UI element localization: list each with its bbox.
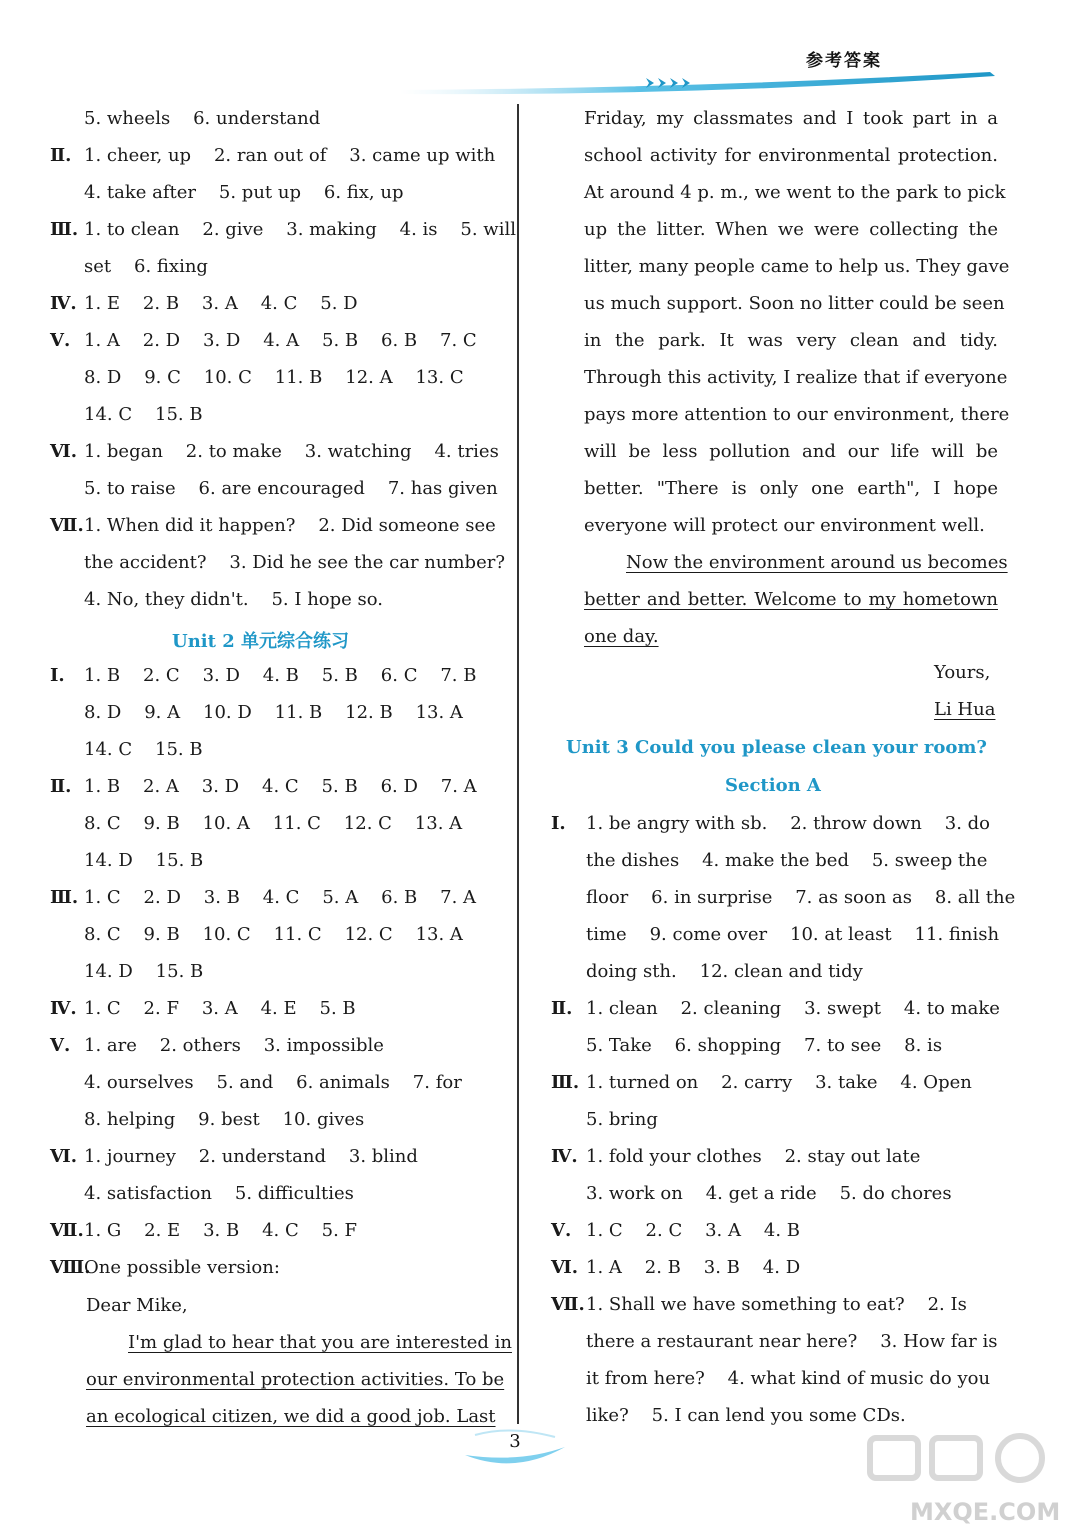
letter-line: litter, many people came to help us. They gave (584, 256, 1010, 277)
answer-line: 8. D 9. C 10. C 11. B 12. A 13. C (84, 367, 464, 388)
answer-line: set 6. fixing (84, 256, 208, 277)
page-number-badge (460, 1425, 570, 1467)
answer-line: 1. C 2. F 3. A 4. E 5. B (84, 998, 356, 1019)
letter-signature: Li Hua (934, 699, 996, 720)
section-number: Ⅳ. (50, 998, 77, 1019)
answer-line: 4. No, they didn't. 5. I hope so. (84, 589, 384, 610)
letter-line: will be less pollution and our life will be (584, 441, 998, 462)
header-title: 参考答案 (806, 51, 882, 71)
letter-line: our environmental protection activities. To be (86, 1369, 505, 1390)
answer-line: like? 5. I can lend you some CDs. (586, 1405, 906, 1426)
answer-line: 4. satisfaction 5. difficulties (84, 1183, 354, 1204)
answer-line: 1. B 2. C 3. D 4. B 5. B 6. C 7. B (84, 665, 477, 686)
answer-line: time 9. come over 10. at least 11. finish (586, 924, 1000, 945)
letter-greeting: Dear Mike, (86, 1295, 188, 1316)
section-a-heading: Section A (725, 775, 821, 796)
section-number: Ⅵ. (50, 1146, 77, 1167)
section-number: Ⅰ. (50, 665, 65, 686)
section-number: Ⅲ. (50, 887, 79, 908)
unit2-heading: Unit 2 单元综合练习 (172, 631, 349, 652)
answer-line: 4. take after 5. put up 6. fix, up (84, 182, 404, 203)
answer-line: 1. be angry with sb. 2. throw down 3. do (586, 813, 991, 834)
section-number: Ⅶ. (50, 515, 84, 536)
section-number: Ⅱ. (551, 998, 573, 1019)
letter-line: I'm glad to hear that you are interested in (128, 1332, 512, 1353)
section-number: Ⅳ. (50, 293, 77, 314)
answer-line: 5. bring (586, 1109, 658, 1130)
answer-line: 4. ourselves 5. and 6. animals 7. for (84, 1072, 462, 1093)
answer-line: 5. to raise 6. are encouraged 7. has given (84, 478, 498, 499)
letter-line: better and better. Welcome to my hometown (584, 589, 998, 610)
letter-line: an ecological citizen, we did a good job. Last (86, 1406, 496, 1427)
section-number: Ⅶ. (50, 1220, 84, 1241)
answer-line: 1. E 2. B 3. A 4. C 5. D (84, 293, 358, 314)
section-number: Ⅲ. (50, 219, 79, 240)
section-number: Ⅷ. (50, 1257, 91, 1278)
letter-line: everyone will protect our environment well. (584, 515, 985, 536)
answer-line: 8. C 9. B 10. C 11. C 12. C 13. A (84, 924, 463, 945)
watermark-logo-icon (850, 1430, 1065, 1530)
answer-line: 1. to clean 2. give 3. making 4. is 5. will (84, 219, 516, 240)
section-number: Ⅵ. (551, 1257, 578, 1278)
answer-line: there a restaurant near here? 3. How far is (586, 1331, 998, 1352)
answer-line: 1. G 2. E 3. B 4. C 5. F (84, 1220, 358, 1241)
answer-line: the dishes 4. make the bed 5. sweep the (586, 850, 988, 871)
letter-line: pays more attention to our environment, there (584, 404, 1010, 425)
letter-line: in the park. It was very clean and tidy. (584, 330, 998, 351)
page-number: 3 (509, 1431, 521, 1452)
letter-line: one day. (584, 626, 659, 647)
unit3-heading: Unit 3 Could you please clean your room? (566, 737, 987, 758)
answer-line: 1. cheer, up 2. ran out of 3. came up with (84, 145, 496, 166)
section-number: Ⅱ. (50, 145, 72, 166)
answer-line: 14. C 15. B (84, 739, 203, 760)
letter-line: Friday, my classmates and I took part in a (584, 108, 998, 129)
letter-line: At around 4 p. m., we went to the park to pick (584, 182, 1006, 203)
column-divider (517, 104, 519, 1424)
answer-line: 1. A 2. B 3. B 4. D (586, 1257, 801, 1278)
answer-line: 1. B 2. A 3. D 4. C 5. B 6. D 7. A (84, 776, 477, 797)
section-number: Ⅱ. (50, 776, 72, 797)
letter-line: better. "There is only one earth", I hope (584, 478, 998, 499)
section-number: Ⅴ. (50, 330, 71, 351)
section-number: Ⅵ. (50, 441, 77, 462)
answer-line: 1. When did it happen? 2. Did someone see (84, 515, 496, 536)
answer-line: 1. began 2. to make 3. watching 4. tries (84, 441, 499, 462)
answer-line: 1. journey 2. understand 3. blind (84, 1146, 418, 1167)
answer-line: 14. C 15. B (84, 404, 203, 425)
letter-line: school activity for environmental protection. (584, 145, 998, 166)
answer-line: it from here? 4. what kind of music do you (586, 1368, 991, 1389)
answer-line: floor 6. in surprise 7. as soon as 8. all the (586, 887, 1016, 908)
answer-line: 3. work on 4. get a ride 5. do chores (586, 1183, 952, 1204)
answer-line: 1. are 2. others 3. impossible (84, 1035, 384, 1056)
answer-line: 1. A 2. D 3. D 4. A 5. B 6. B 7. C (84, 330, 477, 351)
answer-line: 1. turned on 2. carry 3. take 4. Open (586, 1072, 972, 1093)
answer-line: One possible version: (84, 1257, 280, 1278)
section-number: Ⅶ. (551, 1294, 585, 1315)
answer-line: 1. Shall we have something to eat? 2. Is (586, 1294, 967, 1315)
answer-line: 5. wheels 6. understand (84, 108, 321, 129)
answer-line: 14. D 15. B (84, 850, 204, 871)
letter-line: Now the environment around us becomes (626, 552, 1008, 573)
letter-line: us much support. Soon no litter could be seen (584, 293, 1005, 314)
answer-line: doing sth. 12. clean and tidy (586, 961, 863, 982)
answer-line: 1. clean 2. cleaning 3. swept 4. to make (586, 998, 1000, 1019)
answer-line: 1. fold your clothes 2. stay out late (586, 1146, 921, 1167)
letter-line: up the litter. When we were collecting the (584, 219, 998, 240)
answer-line: 14. D 15. B (84, 961, 204, 982)
letter-yours: Yours, (934, 662, 991, 683)
header-arrow-band-icon (400, 70, 1000, 98)
answer-line: the accident? 3. Did he see the car number? (84, 552, 505, 573)
section-number: Ⅰ. (551, 813, 566, 834)
answer-line: 8. D 9. A 10. D 11. B 12. B 13. A (84, 702, 463, 723)
answer-line: 5. Take 6. shopping 7. to see 8. is (586, 1035, 943, 1056)
watermark-text: MXQE.COM (910, 1498, 1061, 1526)
answer-line: 1. C 2. C 3. A 4. B (586, 1220, 801, 1241)
answer-line: 1. C 2. D 3. B 4. C 5. A 6. B 7. A (84, 887, 477, 908)
section-number: Ⅳ. (551, 1146, 578, 1167)
section-number: Ⅲ. (551, 1072, 580, 1093)
answer-line: 8. helping 9. best 10. gives (84, 1109, 365, 1130)
letter-line: Through this activity, I realize that if everyone (584, 367, 1008, 388)
section-number: Ⅴ. (50, 1035, 71, 1056)
answer-line: 8. C 9. B 10. A 11. C 12. C 13. A (84, 813, 463, 834)
section-number: Ⅴ. (551, 1220, 572, 1241)
